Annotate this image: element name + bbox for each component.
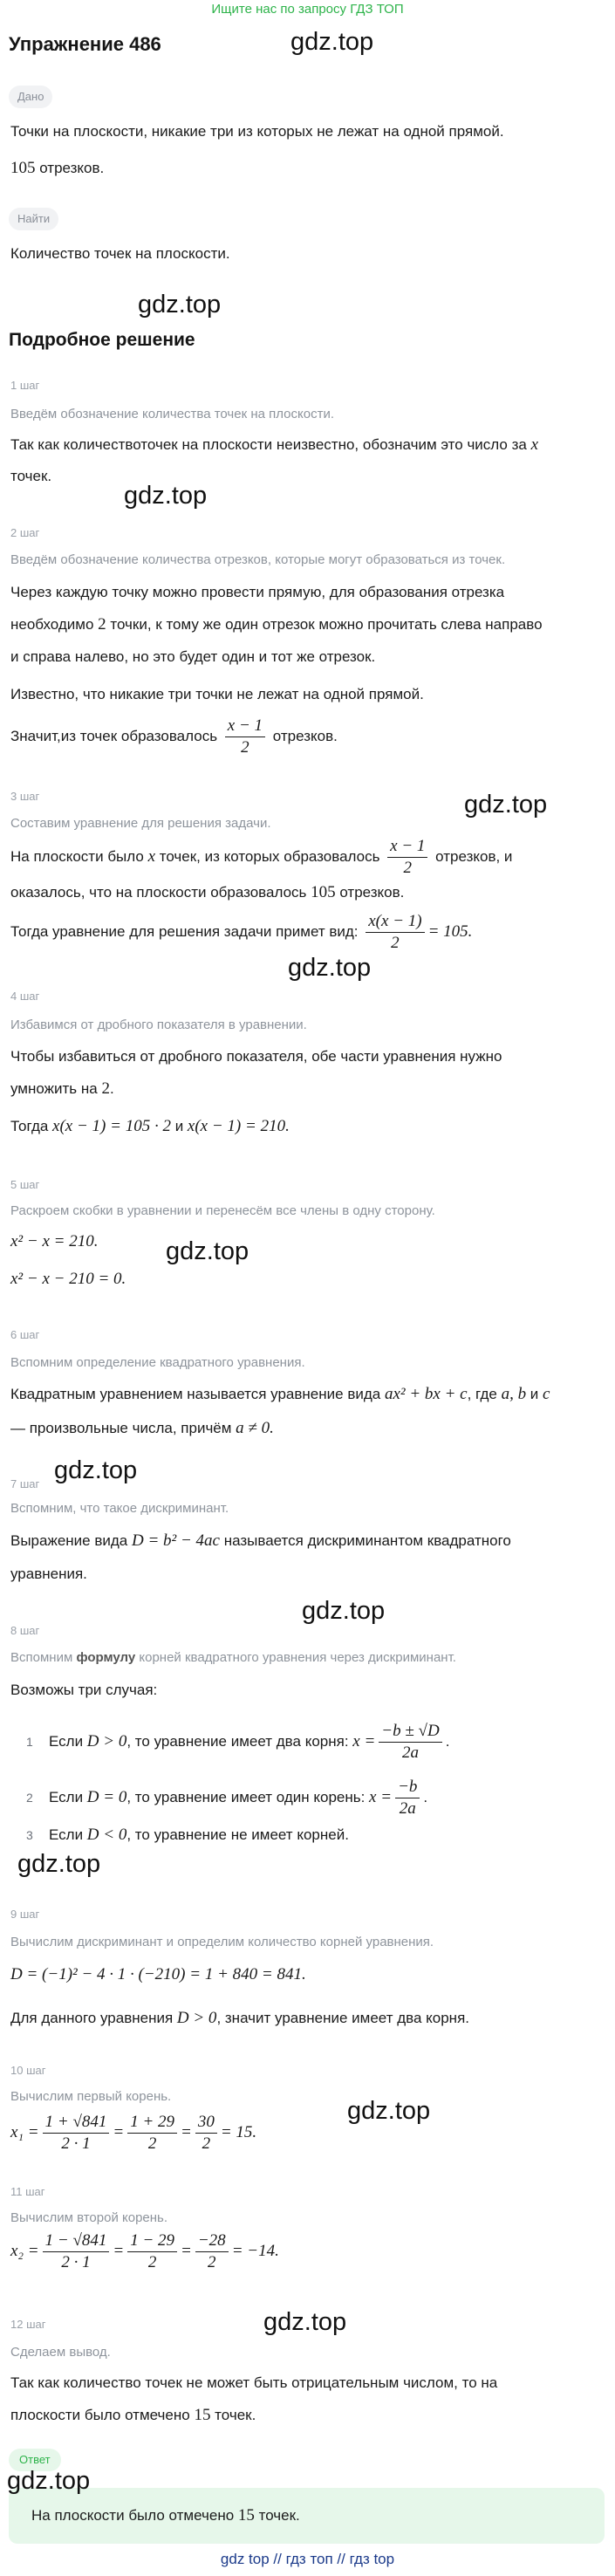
step-label: 9 шаг (10, 1908, 40, 1921)
page-title: Упражнение 486 (9, 33, 161, 55)
step-text: умножить на 2. (10, 1079, 114, 1098)
find-tag: Найти (9, 208, 58, 230)
step-text: — произвольные числа, причём a ≠ 0. (10, 1419, 274, 1437)
step-text: необходимо 2 точки, к тому же один отрезок можно прочитать слева направо (10, 615, 543, 634)
find-text: Количество точек на плоскости. (10, 245, 230, 262)
step-text: На плоскости было x точек, из которых образовалось $\frac{x - 1}{2}$ отрезков, и (10, 837, 513, 877)
equation: D = (−1)² − 4 · 1 · (−210) = 1 + 840 = 841. (10, 1965, 306, 1983)
step-text: Выражение вида D = b² − 4ac называется дискриминантом квадратного (10, 1531, 511, 1550)
fraction: $\frac{-b \pm √D}{2a}$ (379, 1721, 441, 1764)
fraction: $\frac{1 + 29}{2}$ (127, 2112, 177, 2155)
step-label: 2 шаг (10, 526, 40, 539)
step-label: 5 шаг (10, 1178, 40, 1191)
step-text: уравнения. (10, 1565, 87, 1582)
step-text: Для данного уравнения D > 0, значит уравнение имеет два корня. (10, 2009, 469, 2027)
step-description: Вычислим второй корень. (10, 2210, 168, 2225)
step-text: Так как количество точек не может быть отрицательным числом, то на (10, 2374, 498, 2391)
step-label: 7 шаг (10, 1477, 40, 1490)
fraction: $\frac{-28}{2}$ (195, 2230, 229, 2273)
given-text: Точки на плоскости, никакие три из которых не лежат на одной прямой. (10, 123, 504, 140)
equation: x² − x = 210. (10, 1232, 99, 1250)
fraction: $\frac{-b}{2a}$ (395, 1777, 420, 1819)
step-text: точек. (10, 468, 52, 484)
step-description: Введём обозначение количества точек на плоскости. (10, 407, 334, 421)
step-label: 12 шаг (10, 2318, 46, 2331)
step-label: 3 шаг (10, 790, 40, 803)
list-item: 2 Если D = 0, то уравнение имеет один корень: x = $\frac{-b}{2a}$ . (26, 1778, 428, 1818)
step-description: Сделаем вывод. (10, 2345, 111, 2360)
fraction: $\frac{30}{2}$ (195, 2112, 217, 2155)
step-label: 1 шаг (10, 379, 40, 392)
answer-text: На плоскости было отмечено 15 точек. (31, 2506, 300, 2525)
solution-title: Подробное решение (9, 330, 195, 350)
step-text: Тогда уравнение для решения задачи примет вид: $\frac{x(x - 1)}{2}$ = 105. (10, 912, 473, 952)
step-text: Так как количествоточек на плоскости неизвестно, обозначим это число за x (10, 435, 538, 454)
step-description: Избавимся от дробного показателя в уравнении. (10, 1017, 307, 1032)
watermark: gdz.top (166, 1237, 249, 1265)
watermark: gdz.top (302, 1597, 386, 1625)
watermark: gdz.top (124, 482, 208, 510)
footer-links[interactable]: gdz top // гдз топ // гдз top (220, 2551, 395, 2567)
answer-tag: Ответ (9, 2449, 61, 2471)
step-description: Вспомним определение квадратного уравнения. (10, 1355, 305, 1370)
given-tag: Дано (9, 86, 52, 108)
step-text: Квадратным уравнением называется уравнение вида ax² + bx + c, где a, b и c (10, 1385, 550, 1403)
step-text: оказалось, что на плоскости образовалось 105 отрезков. (10, 883, 405, 901)
fraction: $\frac{x(x - 1)}{2}$ (366, 911, 424, 954)
step-label: 11 шаг (10, 2185, 45, 2198)
step-text: Известно, что никакие три точки не лежат на одной прямой. (10, 686, 424, 702)
watermark: gdz.top (464, 791, 548, 819)
given-count: 105 отрезков. (10, 159, 105, 177)
watermark: gdz.top (138, 291, 222, 319)
equation: x₂ = $\frac{1 - √841}{2 \cdot 1}$ = $\frac{1 - 29}{2}$ = $\frac{-28}{2}$ = −14. (10, 2231, 279, 2271)
watermark: gdz.top (263, 2308, 347, 2336)
watermark: gdz.top (347, 2097, 431, 2125)
step-description: Вычислим первый корень. (10, 2089, 172, 2104)
step-label: 4 шаг (10, 990, 40, 1003)
step-description: Раскроем скобки в уравнении и перенесём все члены в одну сторону. (10, 1203, 435, 1218)
step-text: Через каждую точку можно провести прямую, для образования отрезка (10, 584, 505, 600)
step-description: Составим уравнение для решения задачи. (10, 816, 271, 831)
top-banner[interactable]: Ищите нас по запросу ГДЗ ТОП (211, 2, 404, 17)
step-description: Введём обозначение количества отрезков, которые могут образоваться из точек. (10, 552, 506, 567)
step-text: и справа налево, но это будет один и тот же отрезок. (10, 648, 376, 665)
step-text: Значит,из точек образовалось $\frac{x - 1}{2}$ отрезков. (10, 716, 338, 757)
step-text: плоскости было отмечено 15 точек. (10, 2406, 256, 2424)
step-label: 10 шаг (10, 2064, 46, 2077)
watermark: gdz.top (288, 954, 372, 982)
watermark: gdz.top (17, 1850, 101, 1878)
step-text: Тогда x(x − 1) = 105 · 2 и x(x − 1) = 210. (10, 1117, 290, 1135)
watermark: gdz.top (7, 2467, 91, 2495)
watermark: gdz.top (54, 1456, 138, 1484)
step-text: Чтобы избавиться от дробного показателя, обе части уравнения нужно (10, 1048, 502, 1065)
list-item: 3 Если D < 0, то уравнение не имеет корней. (26, 1826, 349, 1844)
step-description: Вспомним формулу корней квадратного уравнения через дискриминант. (10, 1650, 456, 1665)
fraction: $\frac{x - 1}{2}$ (225, 716, 265, 758)
watermark: gdz.top (290, 28, 374, 56)
equation: x₁ = $\frac{1 + √841}{2 \cdot 1}$ = $\frac{1 + 29}{2}$ = $\frac{30}{2}$ = 15. (10, 2113, 257, 2153)
fraction: $\frac{x - 1}{2}$ (387, 836, 427, 879)
equation: x² − x − 210 = 0. (10, 1270, 126, 1288)
step-description: Вспомним, что такое дискриминант. (10, 1501, 229, 1516)
fraction: $\frac{1 + √841}{2 \cdot 1}$ (43, 2112, 110, 2155)
step-description: Вычислим дискриминант и определим количество корней уравнения. (10, 1935, 434, 1949)
step-label: 8 шаг (10, 1624, 40, 1637)
list-item: 1 Если D > 0, то уравнение имеет два корня: x = $\frac{-b \pm √D}{2a}$ . (26, 1722, 450, 1762)
fraction: $\frac{1 - 29}{2}$ (127, 2230, 177, 2273)
step-text: Возможы три случая: (10, 1682, 158, 1698)
step-label: 6 шаг (10, 1328, 40, 1341)
fraction: $\frac{1 - √841}{2 \cdot 1}$ (43, 2230, 110, 2273)
